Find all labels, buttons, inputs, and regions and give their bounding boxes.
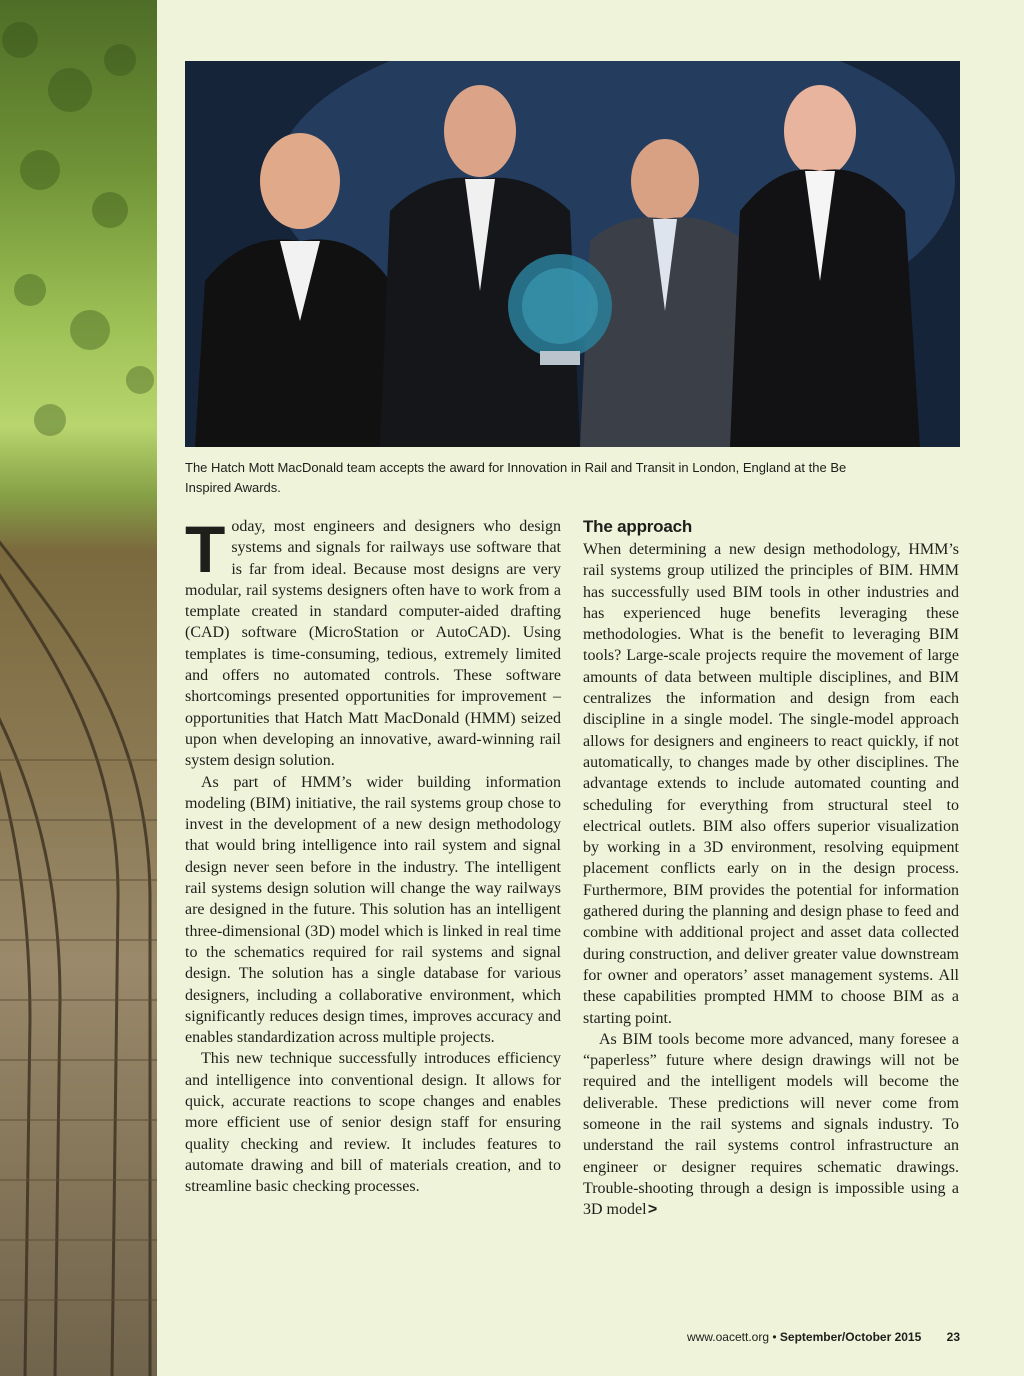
drop-cap: T (185, 512, 226, 586)
article-column-right (583, 516, 959, 1221)
paragraph-text: oday, most engineers and designers who design systems and signals for railways use software that is far from ideal. Because most designs are very modular, rail systems designers often have to work from a template created in standard computer-aided drafting (CAD) software (MicroStation or AutoCAD). Using templates is time-consuming, tedious, extremely limited and offers no automated controls. These software shortcomings presented opportunities for improvement – opportunities that Hatch Matt MacDonald (HMM) seized upon when developing an innovative, award-winning rail system design solution. (185, 518, 561, 770)
article-paragraph: When determining a new design methodology, HMM’s rail systems group utilized the principles of BIM. HMM has successfully used BIM tools in other industries and has experienced huge benefits leveraging these methodologies. What is the benefit to leveraging BIM tools? Large-scale projects require the movement of large amounts of data between multiple disciplines, and BIM centralizes the information and design from each discipline in a single model. The single-model approach allows for designers and engineers to react quickly, if not automatically, to changes made by other disciplines. The advantage extends to include automated counting and scheduling for everything from structural steel to electrical outlets. BIM also offers superior visualization by working in a 3D environment, resolving equipment placement conflicts early on in the design process. Furthermore, BIM provides the potential for information gathered during the planning and design phase to feed and combine with additional project and asset data collected during construction, and deliver greater value downstream for owner and operators’ asset management systems. All these capabilities prompted HMM to choose BIM as a starting point. (583, 541, 959, 1027)
article-column-left (185, 512, 561, 1198)
footer-separator: • (772, 1330, 777, 1344)
continued-arrow-icon: > (647, 1201, 658, 1219)
page-footer (687, 1330, 960, 1344)
website-url: www.oacett.org (686, 1330, 769, 1344)
section-heading: The approach (583, 517, 693, 536)
paragraph-text: As BIM tools become more advanced, many foresee a “paperless” future where design drawings will not be required and the intelligent models will become the deliverable. These predictions will never come from someone in the rail systems and signals industry. To understand the rail systems control infrastructure an engineer or designer requires schematic drawings. Trouble-shooting through a design is impossible using a 3D model (583, 1030, 959, 1219)
railway-side-photo (0, 0, 157, 1376)
article-paragraph: As part of HMM’s wider building information modeling (BIM) initiative, the rail systems group chose to invest in the development of a new design methodology that would bring intelligence into rail system and signal design never seen before in the industry. The intelligent rail systems design solution will change the way railways are designed in the future. This solution has an intelligent three-dimensional (3D) model which is linked in real time to the schematics required for rail systems and signal design. The solution has a single database for various designers, including a collaborative environment, which significantly reduces design times, improves accuracy and enables standardization across multiple projects. (185, 773, 561, 1047)
article-paragraph (185, 512, 561, 772)
issue-date: September/October 2015 (779, 1330, 922, 1344)
photo-caption: The Hatch Mott MacDonald team accepts the award for Innovation in Rail and Transit in London, England at the Be Inspired Awards. (185, 460, 847, 495)
award-photo (185, 61, 960, 447)
article-paragraph (583, 1029, 959, 1221)
page-number: 23 (946, 1330, 960, 1344)
article-paragraph: This new technique successfully introduces efficiency and intelligence into conventional design. It allows for quick, accurate reactions to scope changes and enables more efficient use of senior design staff for ensuring quality checking and review. It includes features to automate drawing and bill of materials creation, and to streamline basic checking processes. (185, 1050, 561, 1196)
